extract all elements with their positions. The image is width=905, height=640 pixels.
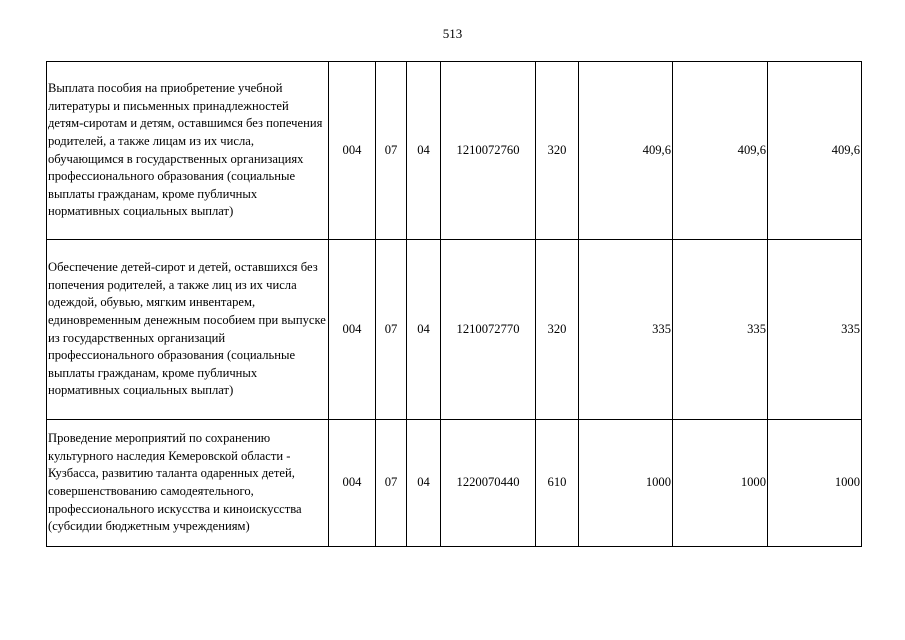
ministry-code: 004	[329, 240, 376, 420]
section-code: 07	[376, 62, 407, 240]
expense-type-code: 610	[536, 420, 579, 547]
amount-year-2: 1000	[673, 420, 768, 547]
table-row	[47, 240, 862, 420]
page-number: 513	[442, 26, 463, 41]
expense-type-code: 320	[536, 240, 579, 420]
row-description: Выплата пособия на приобретение учебной литературы и письменных принадлежностей детям-сиротам и детям, оставшимся без попечения родителей, а также лицам из их числа, обучающимся в государственных организациях профессионального образования (социальные выплаты гражданам, кроме публичных нормативных социальных выплат)	[47, 62, 329, 240]
ministry-code: 004	[329, 420, 376, 547]
amount-year-1: 335	[579, 240, 673, 420]
amount-year-2: 335	[673, 240, 768, 420]
subsection-code: 04	[407, 240, 441, 420]
table-row	[47, 420, 862, 547]
target-article-code: 1210072760	[441, 62, 536, 240]
amount-year-3: 1000	[768, 420, 862, 547]
row-description: Проведение мероприятий по сохранению культурного наследия Кемеровской области - Кузбасса, развитию таланта одаренных детей, совершенствованию самодеятельного, профессионального искусства и киноискусства (субсидии бюджетным учреждениям)	[47, 420, 329, 547]
ministry-code: 004	[329, 62, 376, 240]
subsection-code: 04	[407, 420, 441, 547]
row-description: Обеспечение детей-сирот и детей, оставшихся без попечения родителей, а также лиц из их числа одеждой, обувью, мягким инвентарем, единовременным денежным пособием при выпуске из государственных организаций профессионального образования (социальные выплаты гражданам, кроме публичных нормативных социальных выплат)	[47, 240, 329, 420]
amount-year-3: 335	[768, 240, 862, 420]
section-code: 07	[376, 240, 407, 420]
target-article-code: 1210072770	[441, 240, 536, 420]
amount-year-2: 409,6	[673, 62, 768, 240]
budget-table	[46, 61, 862, 547]
target-article-code: 1220070440	[441, 420, 536, 547]
subsection-code: 04	[407, 62, 441, 240]
amount-year-3: 409,6	[768, 62, 862, 240]
table-row	[47, 62, 862, 240]
amount-year-1: 1000	[579, 420, 673, 547]
amount-year-1: 409,6	[579, 62, 673, 240]
section-code: 07	[376, 420, 407, 547]
expense-type-code: 320	[536, 62, 579, 240]
